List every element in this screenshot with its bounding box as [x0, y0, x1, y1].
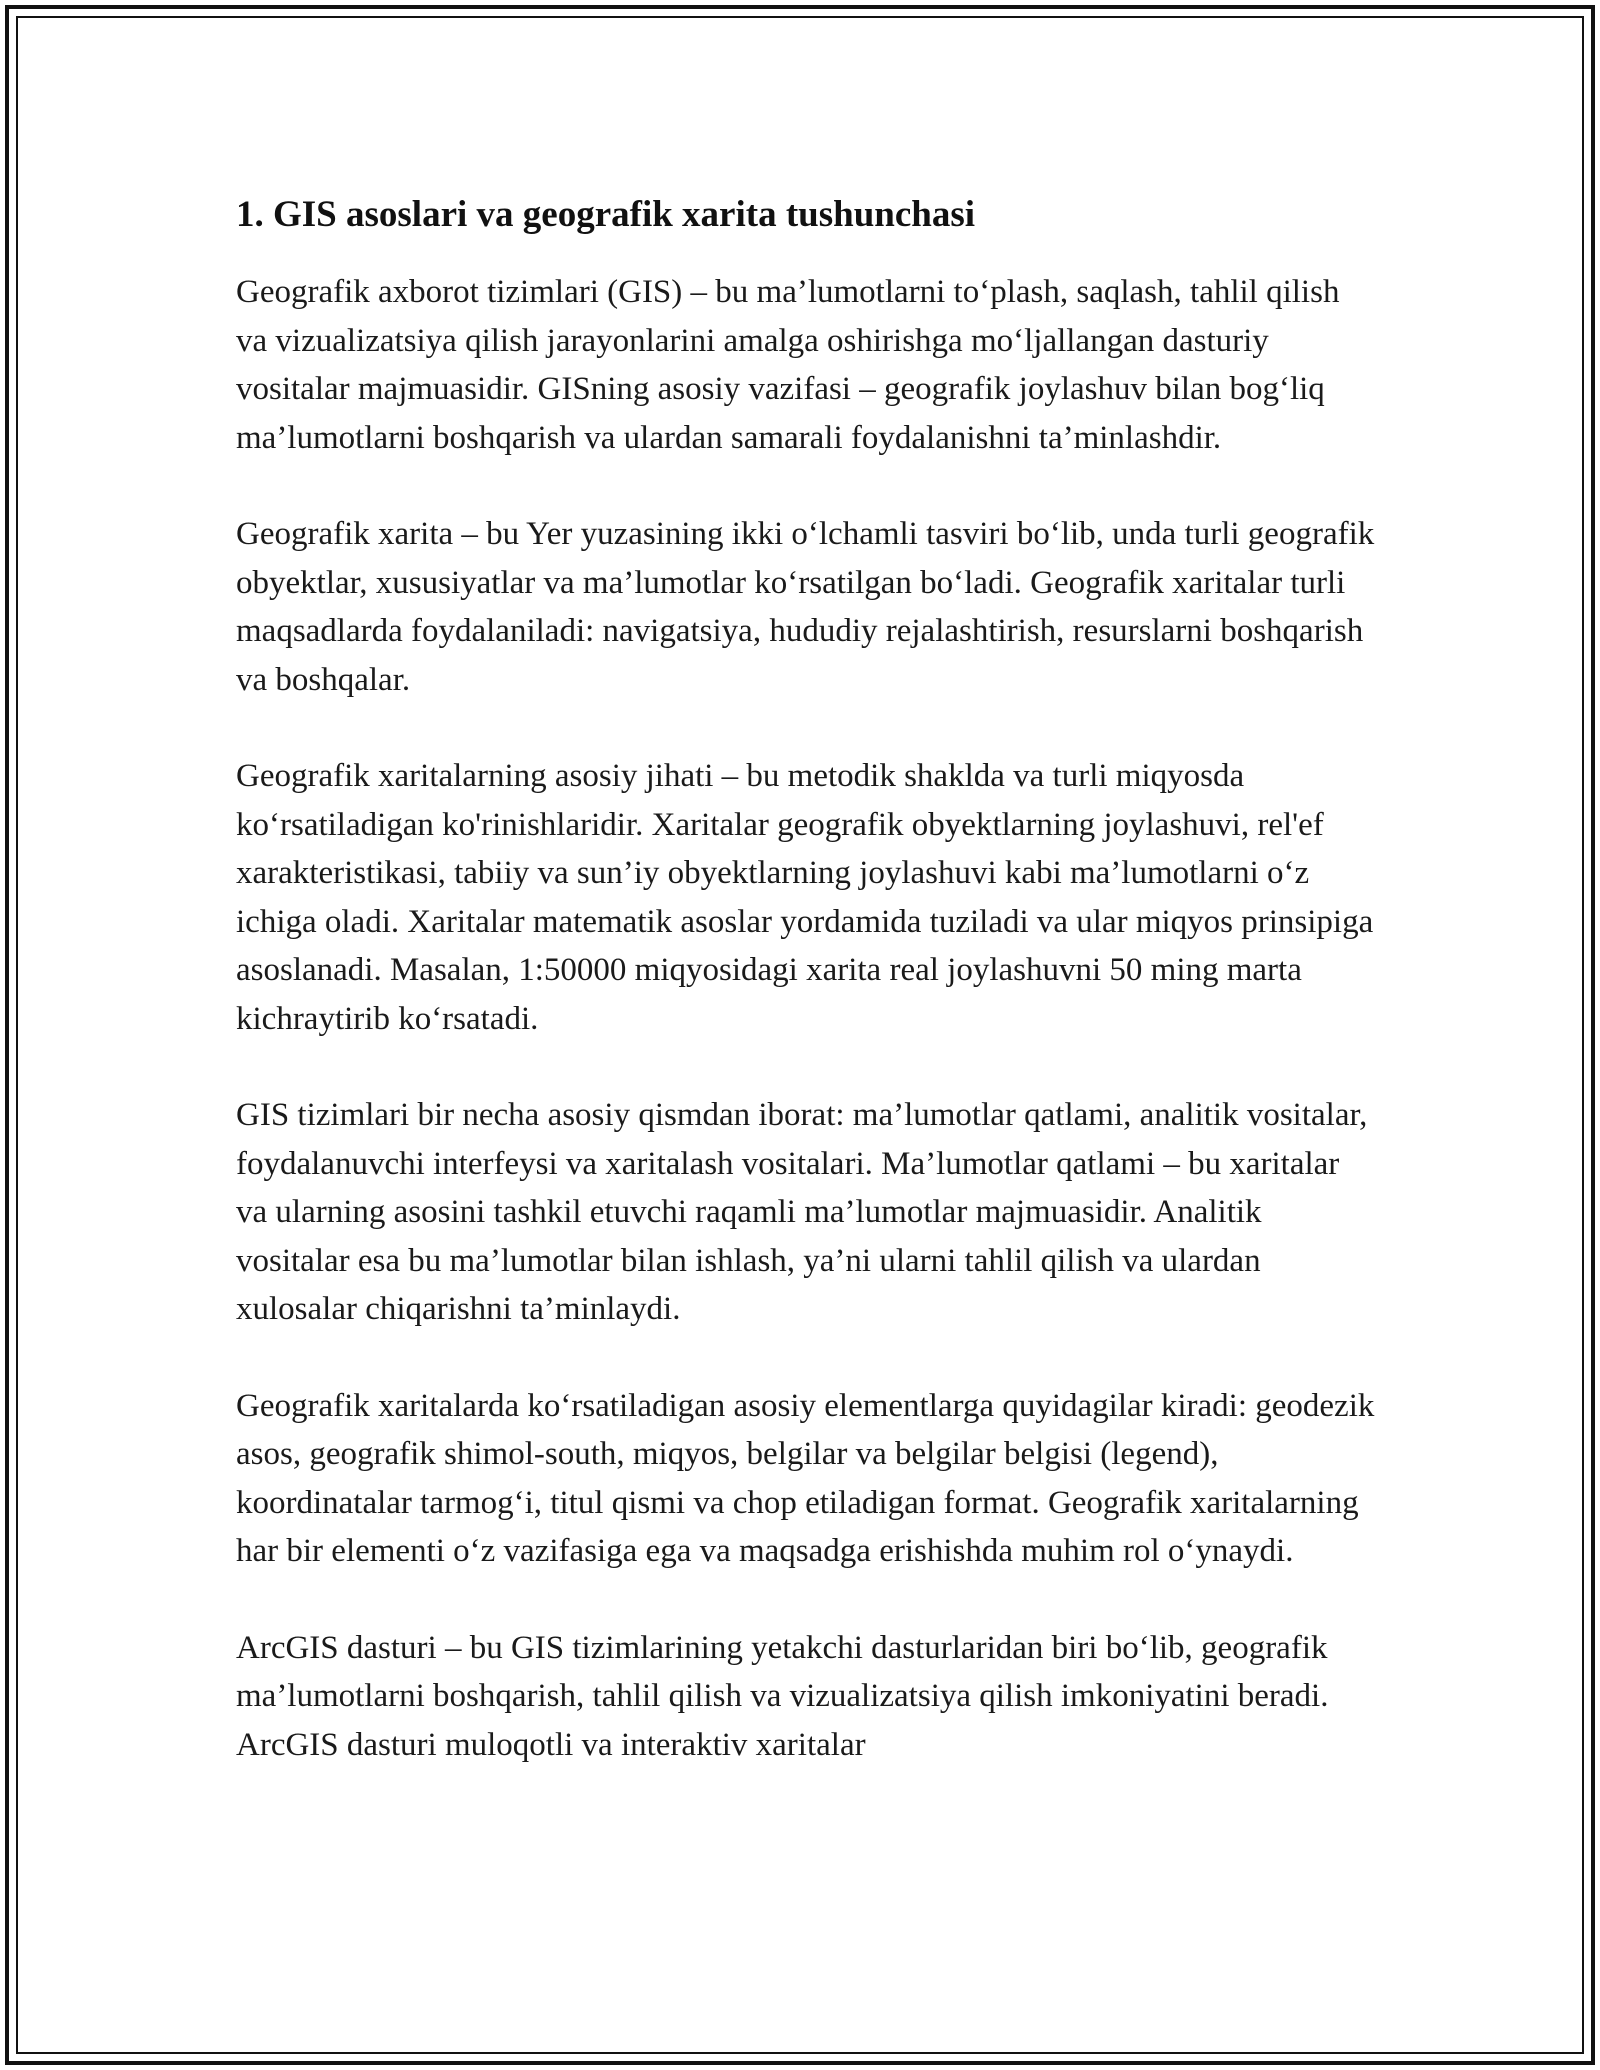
- paragraph-map-features: Geografik xaritalarning asosiy jihati – bu metodik shaklda va turli miqyosda ko‘rsatiladigan ko'rinishlaridir. Xaritalar geografik obyektlarning joylashuvi, rel'ef xarakteristikasi, tabiiy va sun’iy obyektlarning joylashuvi kabi ma’lumotlarni o‘z ichiga oladi. Xaritalar matematik asoslar yordamida tuziladi va ular miqyos prinsipiga asoslanadi. Masalan, 1:50000 miqyosidagi xarita real joylashuvni 50 ming marta kichraytirib ko‘rsatadi.: [236, 758, 1374, 1037]
- section-heading: 1. GIS asoslari va geografik xarita tushunchasi: [236, 194, 976, 235]
- paragraph-arcgis: ArcGIS dasturi – bu GIS tizimlarining yetakchi dasturlaridan biri bo‘lib, geografik ma’lumotlarni boshqarish, tahlil qilish va vizualizatsiya qilish imkoniyatini beradi. ArcGIS dasturi muloqotli va interaktiv xaritalar: [236, 1629, 1329, 1763]
- document-body: [236, 188, 1376, 1769]
- paragraph-gis-definition: Geografik axborot tizimlari (GIS) – bu ma’lumotlarni to‘plash, saqlash, tahlil qilish va vizualizatsiya qilish jarayonlarini amalga oshirishga mo‘ljallangan dasturiy vositalar majmuasidir. GISning asosiy vazifasi – geografik joylashuv bilan bog‘liq ma’lumotlarni boshqarish va ulardan samarali foydalanishni ta’minlashdir.: [236, 274, 1340, 456]
- paragraph-geographic-map: Geografik xarita – bu Yer yuzasining ikki o‘lchamli tasviri bo‘lib, unda turli geografik obyektlar, xususiyatlar va ma’lumotlar ko‘rsatilgan bo‘ladi. Geografik xaritalar turli maqsadlarda foydalaniladi: navigatsiya, hududiy rejalashtirish, resurslarni boshqarish va boshqalar.: [236, 516, 1375, 698]
- paragraph-gis-components: GIS tizimlari bir necha asosiy qismdan iborat: ma’lumotlar qatlami, analitik vositalar, foydalanuvchi interfeysi va xaritalash vositalari. Ma’lumotlar qatlami – bu xaritalar va ularning asosini tashkil etuvchi raqamli ma’lumotlar majmuasidir. Analitik vositalar esa bu ma’lumotlar bilan ishlash, ya’ni ularni tahlil qilish va ulardan xulosalar chiqarishni ta’minlaydi.: [236, 1097, 1368, 1327]
- paragraph-map-elements: Geografik xaritalarda ko‘rsatiladigan asosiy elementlarga quyidagilar kiradi: geodezik asos, geografik shimol-south, miqyos, belgilar va belgilar belgisi (legend), koordinatalar tarmog‘i, titul qismi va chop etiladigan format. Geografik xaritalarning har bir elementi o‘z vazifasiga ega va maqsadga erishishda muhim rol o‘ynaydi.: [236, 1387, 1375, 1569]
